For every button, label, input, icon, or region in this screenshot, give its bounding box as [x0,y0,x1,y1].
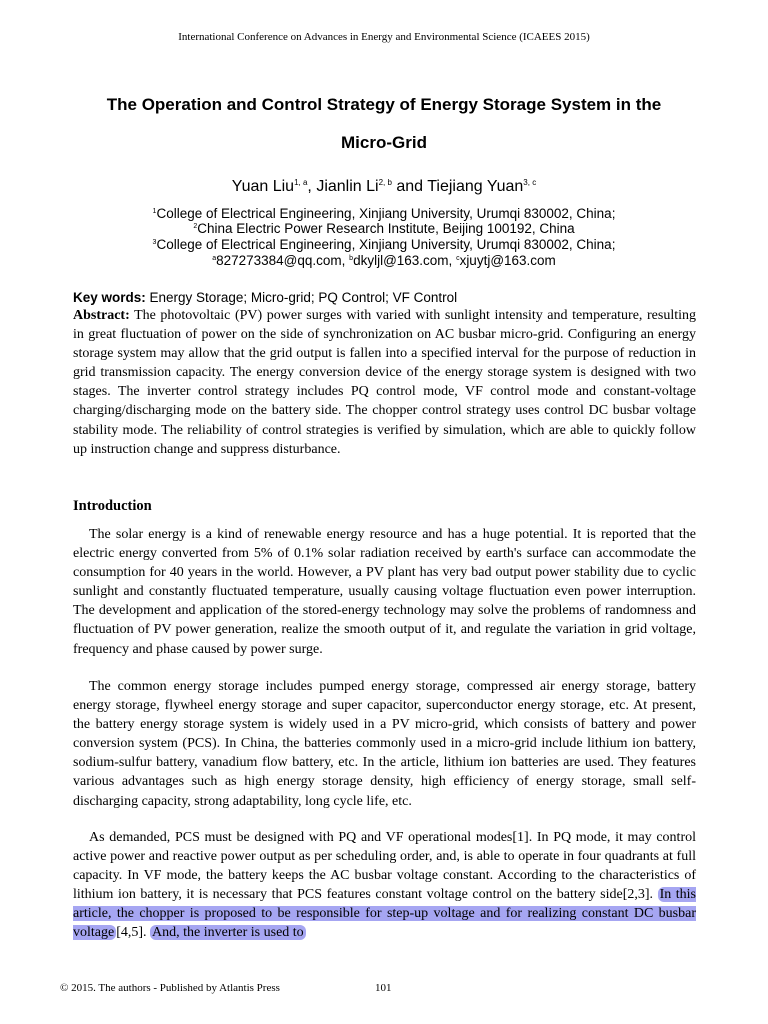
keywords-line [73,290,696,305]
email-superscript: a [212,255,217,262]
abstract-label: Abstract: [73,308,130,323]
paragraph-2: The common energy storage includes pumped energy storage, compressed air energy storage, battery energy storage, flywheel energy storage and super capacitor, superconductor energy storage, etc. At present, the battery energy storage system is widely used in a PV micro-grid, which consists of battery and power conversion system (PCS). In China, the batteries commonly used in a micro-grid include lithium ion battery, sodium-sulfur battery, vanadium flow battery, etc. In the article, lithium ion batteries are used. They features various advantages such as high energy storage density, high efficiency of energy storage, small self-discharging capacity, strong adaptability, long cycle life, etc. [73,679,696,809]
paragraph-3 [73,828,696,943]
paragraph-3-text: [4,5]. [116,925,151,941]
author-separator: and [391,178,428,195]
abstract-text: The photovoltaic (PV) power surges with varied with sunlight intensity and temperature, resulting in great fluctuation of power on the side of synchronization on AC busbar micro-grid. Configuring an energy storage system may allow that the grid output is fallen into a specified interval for the purpose of reduction in grid transmission capacity. The energy conversion device of the energy storage system is designed with two stages. The inverter control strategy includes PQ control mode, VF control mode and constant-voltage charging/discharging mode on the battery side. The chopper control strategy uses control DC busbar voltage stability mode. The reliability of control strategies is verified by simulation, which are able to quickly follow up instruction change and suppress disturbance. [73,308,696,457]
author-list [0,178,768,196]
email-line [0,253,768,268]
paragraph-1: The solar energy is a kind of renewable energy resource and has a huge potential. It is reported that the electric energy converted from 5% of 0.1% solar radiation received by earth's surface can accommodate the consumption for 40 years in the world. However, a PV plant has very bad output power stability due to cyclic sunlight and constantly fluctuated temperature, usually causing voltage fluctuation even power interruption. The development and application of the stored-energy technology may solve the problems of randomness and fluctuation of PV power generation, realize the smooth output of it, and regulate the variation in grid voltage, frequency and phase caused by power surge. [73,527,696,657]
affiliation-text: China Electric Power Research Institute, Beijing 100192, China [197,221,575,236]
email-text: 827273384@qq.com, [216,253,350,268]
email-superscript: b [349,255,354,262]
highlighted-text[interactable]: In this article, the chopper is proposed to be responsible for step-up voltage and for realizing constant DC busbar voltage [73,887,697,941]
affiliation-3 [0,237,768,252]
paragraph-3-text: As demanded, PCS must be designed with PQ and VF operational modes[1]. In PQ mode, it may control active power and reactive power output as per scheduling order, and, is able to operate in four quadrants at full capacity. In VF mode, the battery keeps the AC busbar voltage constant. According to the characteristics of lithium ion battery, it is necessary that PCS features constant voltage control on the battery side[2,3]. [73,830,696,903]
email-text: xjuytj@163.com [459,253,556,268]
affiliation-superscript: 1 [152,208,157,215]
conference-header: International Conference on Advances in Energy and Environmental Science (ICAEES 2015) [178,31,590,43]
keywords-label: Key words: [73,290,146,305]
affiliation-2 [0,221,768,236]
email-superscript: c [456,255,460,262]
affiliation-1 [0,206,768,221]
author-name: Yuan Liu [231,178,295,195]
abstract [73,306,696,459]
author-name: Jianlin Li [316,178,379,195]
affiliation-superscript: 2 [193,223,198,230]
affiliation-text: College of Electrical Engineering, Xinjiang University, Urumqi 830002, China; [156,237,616,252]
page-number: 101 [375,982,392,994]
highlighted-text[interactable]: And, the inverter is used to [152,925,304,941]
author-superscript: 1, a [294,178,308,187]
paper-title-line-2: Micro-Grid [341,133,427,152]
keywords-text: Energy Storage; Micro-grid; PQ Control; VF Control [145,290,458,305]
author-superscript: 3, c [523,178,537,187]
footer-copyright: © 2015. The authors - Published by Atlantis Press [60,982,280,994]
affiliation-superscript: 3 [152,239,157,246]
paper-title-line-1: The Operation and Control Strategy of Energy Storage System in the [106,95,662,114]
affiliation-text: College of Electrical Engineering, Xinjiang University, Urumqi 830002, China; [156,206,616,221]
author-separator: , [307,178,317,195]
section-heading-introduction: Introduction [73,498,152,514]
author-name: Tiejiang Yuan [427,178,524,195]
email-text: dkyljl@163.com, [353,253,457,268]
author-superscript: 2, b [378,178,392,187]
